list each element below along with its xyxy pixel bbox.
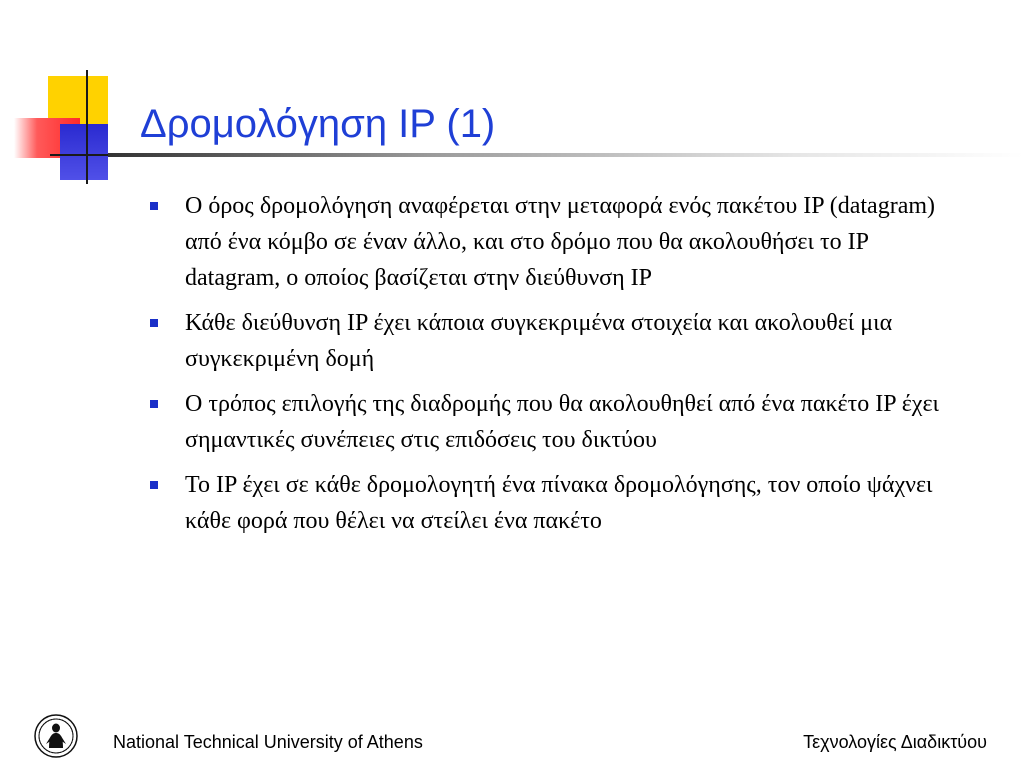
bullet-text: Ο τρόπος επιλογής της διαδρομής που θα ακολουθηθεί από ένα πακέτο IP έχει σημαντικές συνέπειες στις επιδόσεις του δικτύου xyxy=(185,391,939,453)
title-underline xyxy=(108,153,1024,157)
bullet-text: Το IP έχει σε κάθε δρομολογητή ένα πίνακα δρομολόγησης, τον οποίο ψάχνει κάθε φορά που θέλει να στείλει ένα πακέτο xyxy=(185,472,933,534)
bullet-text: Ο όρος δρομολόγηση αναφέρεται στην μεταφορά ενός πακέτου IP (datagram) από ένα κόμβο σε έναν άλλο, και στο δρόμο που θα ακολουθήσει το IP datagram, ο οποίος βασίζεται στην διεύθυνση IP xyxy=(185,193,935,291)
bullet-item xyxy=(148,188,968,296)
square-bullet-icon xyxy=(150,319,158,327)
square-bullet-icon xyxy=(150,481,158,489)
footer-institution: National Technical University of Athens xyxy=(113,732,423,752)
bullet-item xyxy=(148,467,968,539)
bullet-text: Κάθε διεύθυνση IP έχει κάποια συγκεκριμένα στοιχεία και ακολουθεί μια συγκεκριμένη δομή xyxy=(185,310,893,372)
bullet-list xyxy=(148,188,968,548)
bullet-item xyxy=(148,386,968,458)
university-seal-icon xyxy=(34,714,78,758)
square-bullet-icon xyxy=(150,400,158,408)
bullet-item xyxy=(148,305,968,377)
decorative-vertical-line xyxy=(86,70,88,184)
decorative-blue-block xyxy=(60,124,108,180)
footer-course-title: Τεχνολογίες Διαδικτύου xyxy=(803,732,987,752)
slide-title: Δρομολόγηση IP (1) xyxy=(140,102,496,146)
square-bullet-icon xyxy=(150,202,158,210)
